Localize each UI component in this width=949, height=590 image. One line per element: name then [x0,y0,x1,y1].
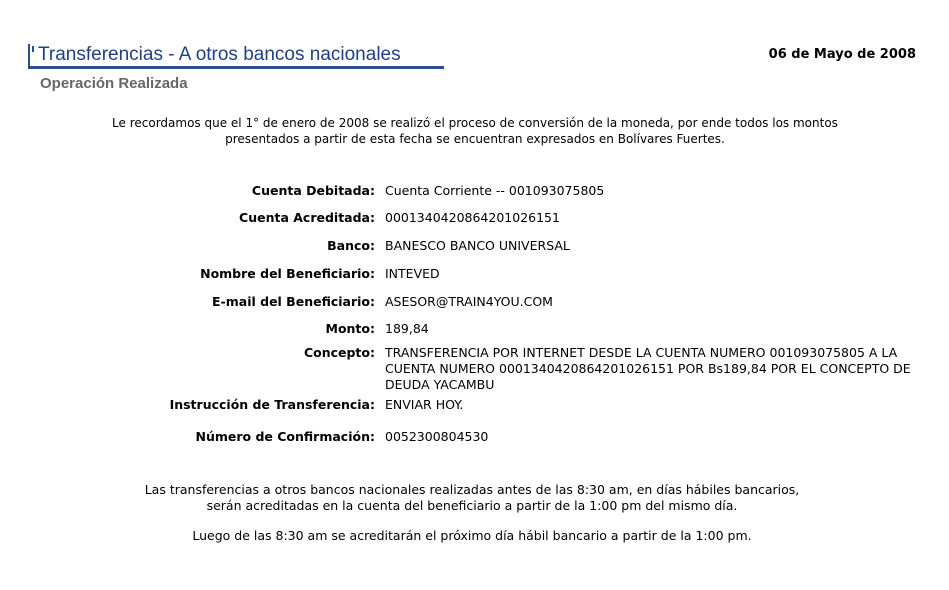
currency-notice-line2: presentados a partir de esta fecha se encuentran expresados en Bolívares Fuertes. [225,132,725,146]
currency-notice-line1: Le recordamos que el 1° de enero de 2008 se realizó el proceso de conversión de la moneda, por ende todos los montos [112,116,838,130]
detail-label: Nombre del Beneficiario: [200,266,375,281]
page-date: 06 de Mayo de 2008 [768,47,916,62]
detail-label: Monto: [325,321,375,336]
operation-status: Operación Realizada [40,75,188,92]
detail-label: Cuenta Debitada: [251,183,375,198]
schedule-notice [60,482,884,514]
detail-value: BANESCO BANCO UNIVERSAL [385,238,570,253]
detail-value: 189,84 [385,321,429,336]
detail-value: INTEVED [385,266,440,281]
detail-label: Número de Confirmación: [195,429,375,444]
after-hours-notice: Luego de las 8:30 am se acreditarán el próximo día hábil bancario a partir de la 1:00 pm. [192,528,752,543]
detail-value: ASESOR@TRAIN4YOU.COM [385,294,553,309]
page-title: Transferencias - A otros bancos nacionales [38,44,401,65]
detail-value: TRANSFERENCIA POR INTERNET DESDE LA CUENTA NUMERO 001093075805 A LA CUENTA NUMERO 00013404208642010261​51 POR Bs189,84 POR EL CONCEPTO DE DEUDA YACAMBU [385,345,911,392]
currency-notice [60,115,890,147]
detail-label: Banco: [327,238,375,253]
detail-value: 00013404208642010261​51 [385,210,560,225]
detail-label: Instrucción de Transferencia: [169,397,375,412]
page-header [28,44,444,69]
schedule-notice-line2: serán acreditadas en la cuenta del beneficiario a partir de la 1:00 pm del mismo día. [206,498,738,513]
detail-label: Cuenta Acreditada: [239,210,375,225]
header-marker [32,46,34,52]
schedule-notice-line1: Las transferencias a otros bancos nacionales realizadas antes de las 8:30 am, en días hábiles bancarios, [144,482,800,497]
detail-label: E-mail del Beneficiario: [212,294,375,309]
detail-value: ENVIAR HOY. [385,397,464,412]
detail-value: 0052300804530 [385,429,489,444]
detail-label: Concepto: [303,345,375,360]
detail-value: Cuenta Corriente -- 001093075805 [385,183,605,198]
